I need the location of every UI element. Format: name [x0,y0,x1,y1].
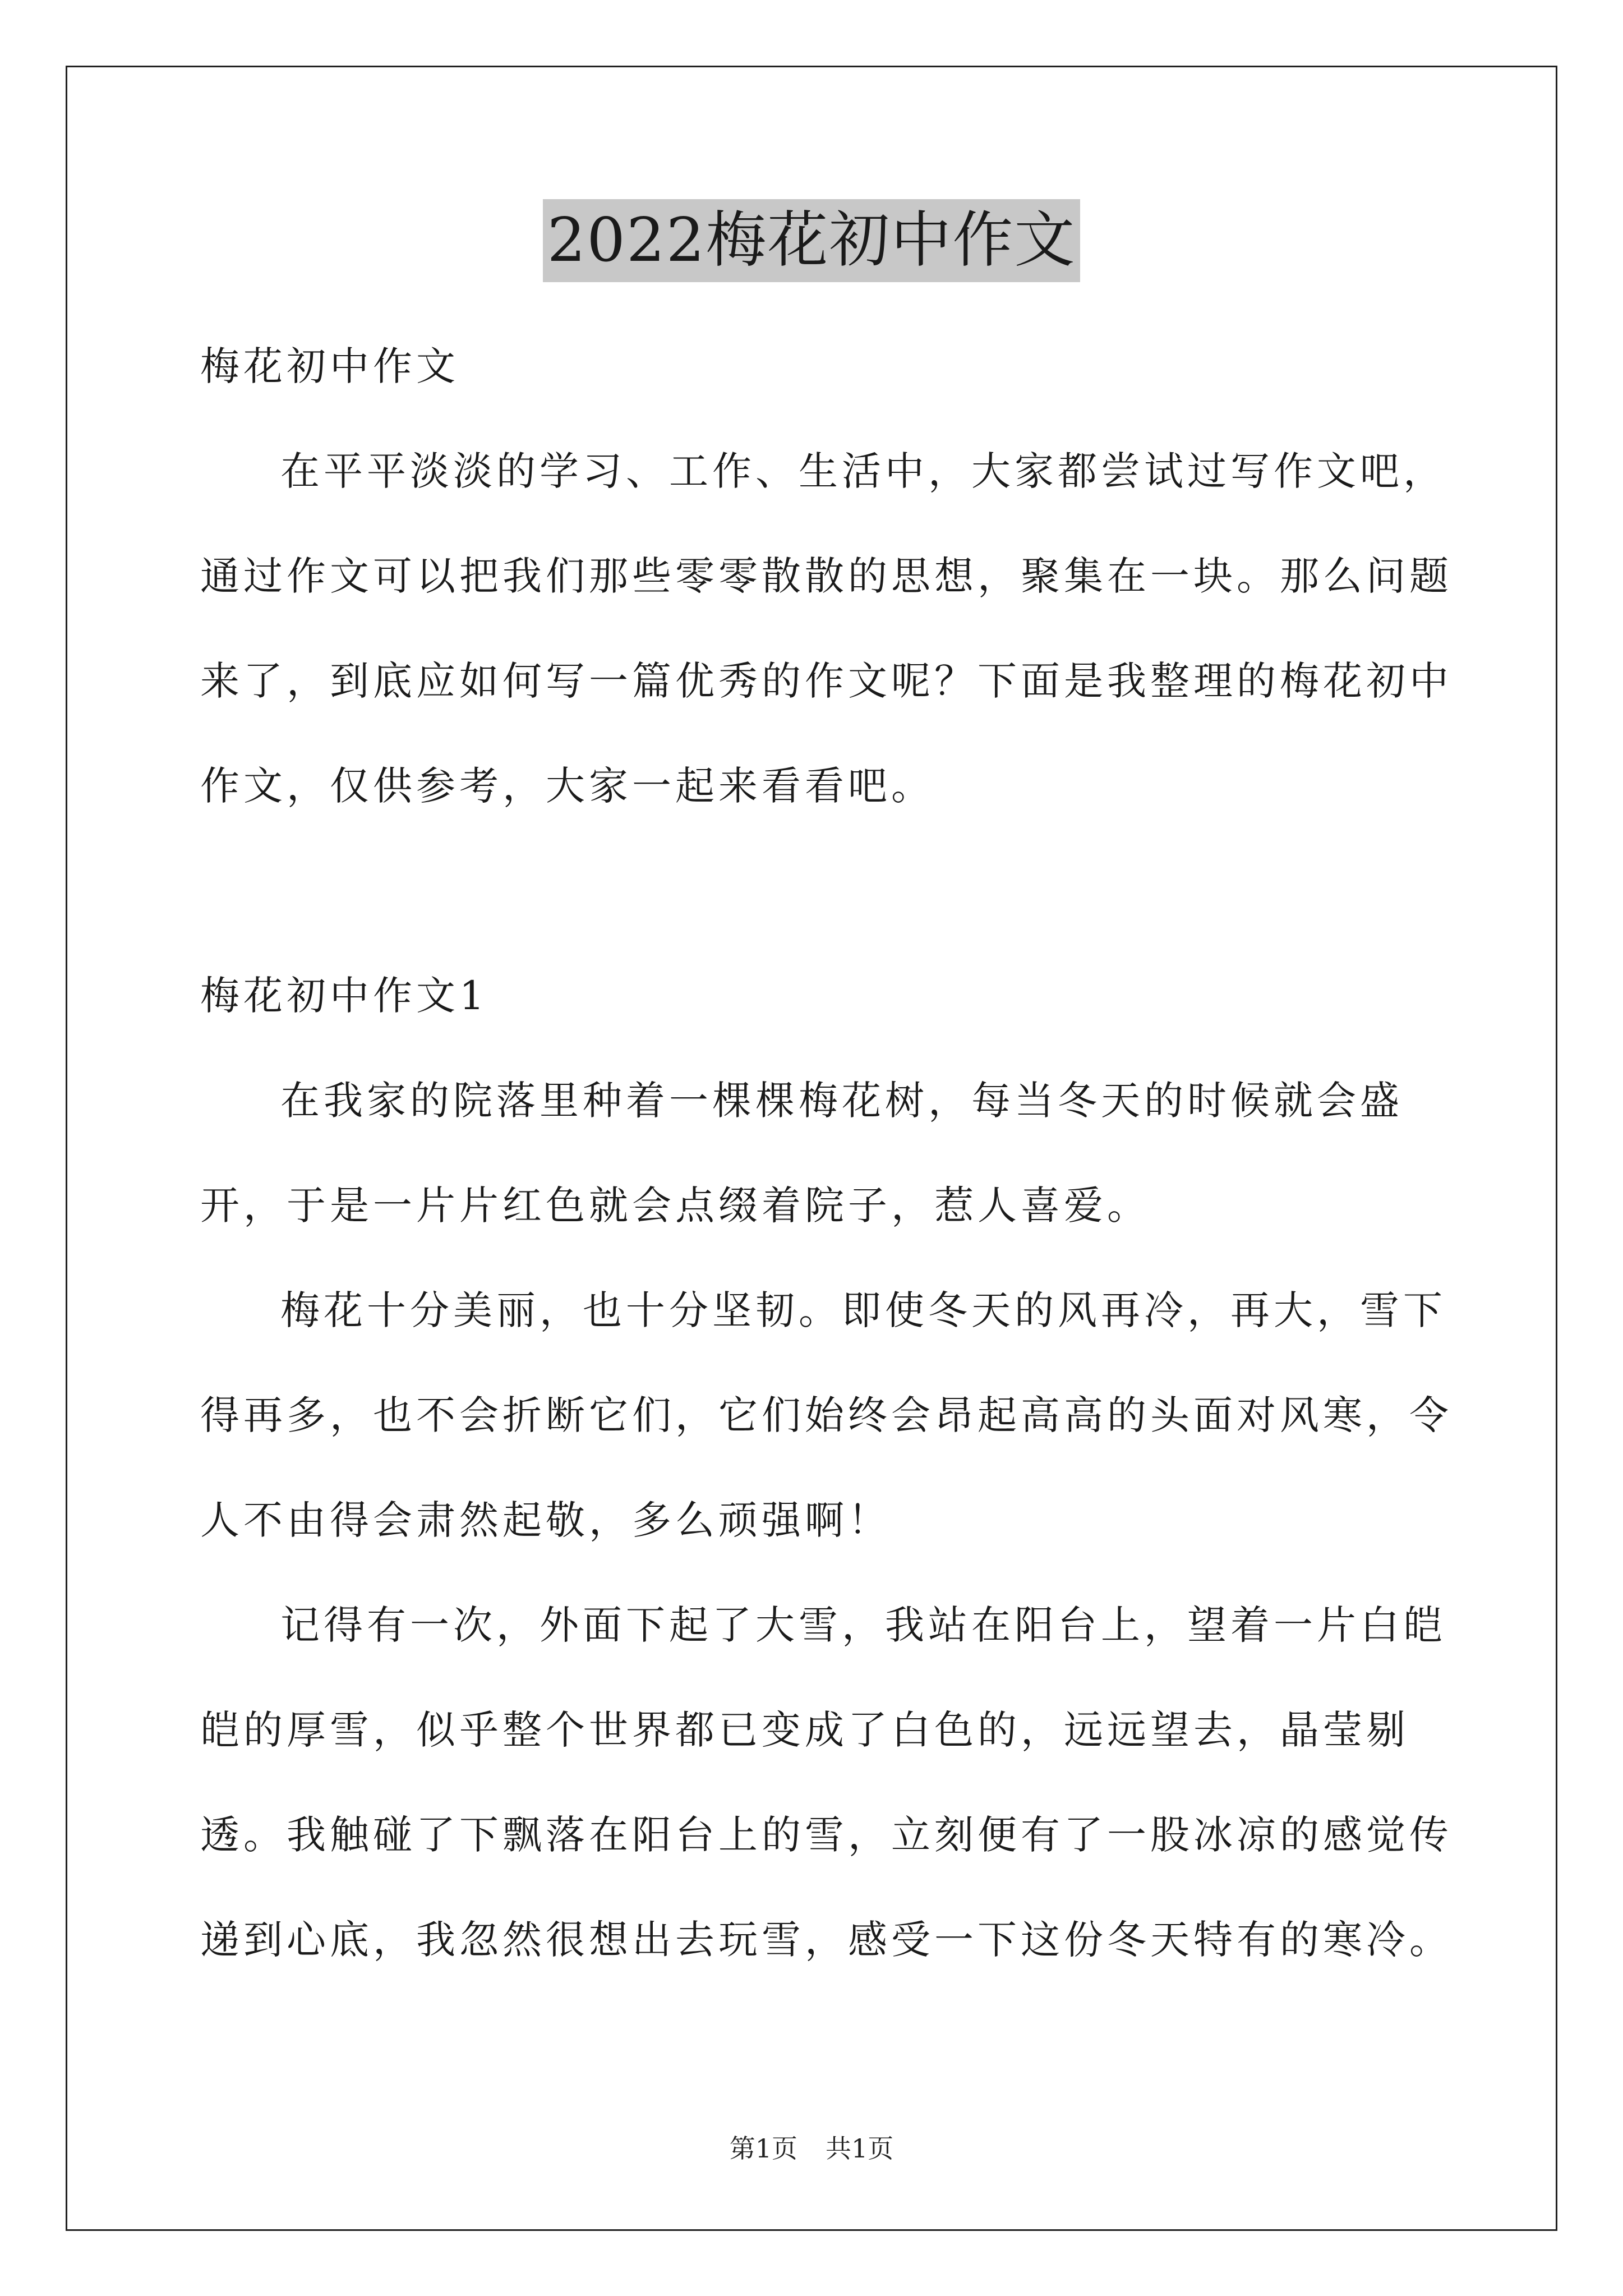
section-heading: 梅花初中作文1 [200,973,488,1019]
body-paragraph-2: 梅花十分美丽，也十分坚韧。即使冬天的风再冷，再大，雪下得再多，也不会折断它们，它们始终会昂起高高的头面对风寒，令人不由得会肃然起敬，多么顽强啊！ [200,1287,1453,1543]
body-paragraph-3: 记得有一次，外面下起了大雪，我站在阳台上，望着一片白皑皑的厚雪，似乎整个世界都已变成了白色的，远远望去，晶莹剔透。我触碰了下飘落在阳台上的雪，立刻便有了一股冰凉的感觉传递到心底，我忽然很想出去玩雪，感受一下这份冬天特有的寒冷。 [200,1602,1453,1963]
body-paragraph-1: 在我家的院落里种着一棵棵梅花树，每当冬天的时候就会盛开，于是一片片红色就会点缀着院子，惹人喜爱。 [200,1078,1403,1228]
page-footer [0,2132,1623,2165]
document-subtitle: 梅花初中作文 [200,343,459,389]
intro-paragraph: 在平平淡淡的学习、工作、生活中，大家都尝试过写作文吧，通过作文可以把我们那些零零散散的思想，聚集在一块。那么问题来了，到底应如何写一篇优秀的作文呢？下面是我整理的梅花初中作文，仅供参考，大家一起来看看吧。 [200,448,1453,809]
page-number-total: 共1页 [826,2133,894,2164]
page-number-current: 第1页 [729,2133,797,2164]
document-title: 2022梅花初中作文 [543,199,1081,282]
title-container [0,199,1623,282]
document-body [200,314,1456,1993]
